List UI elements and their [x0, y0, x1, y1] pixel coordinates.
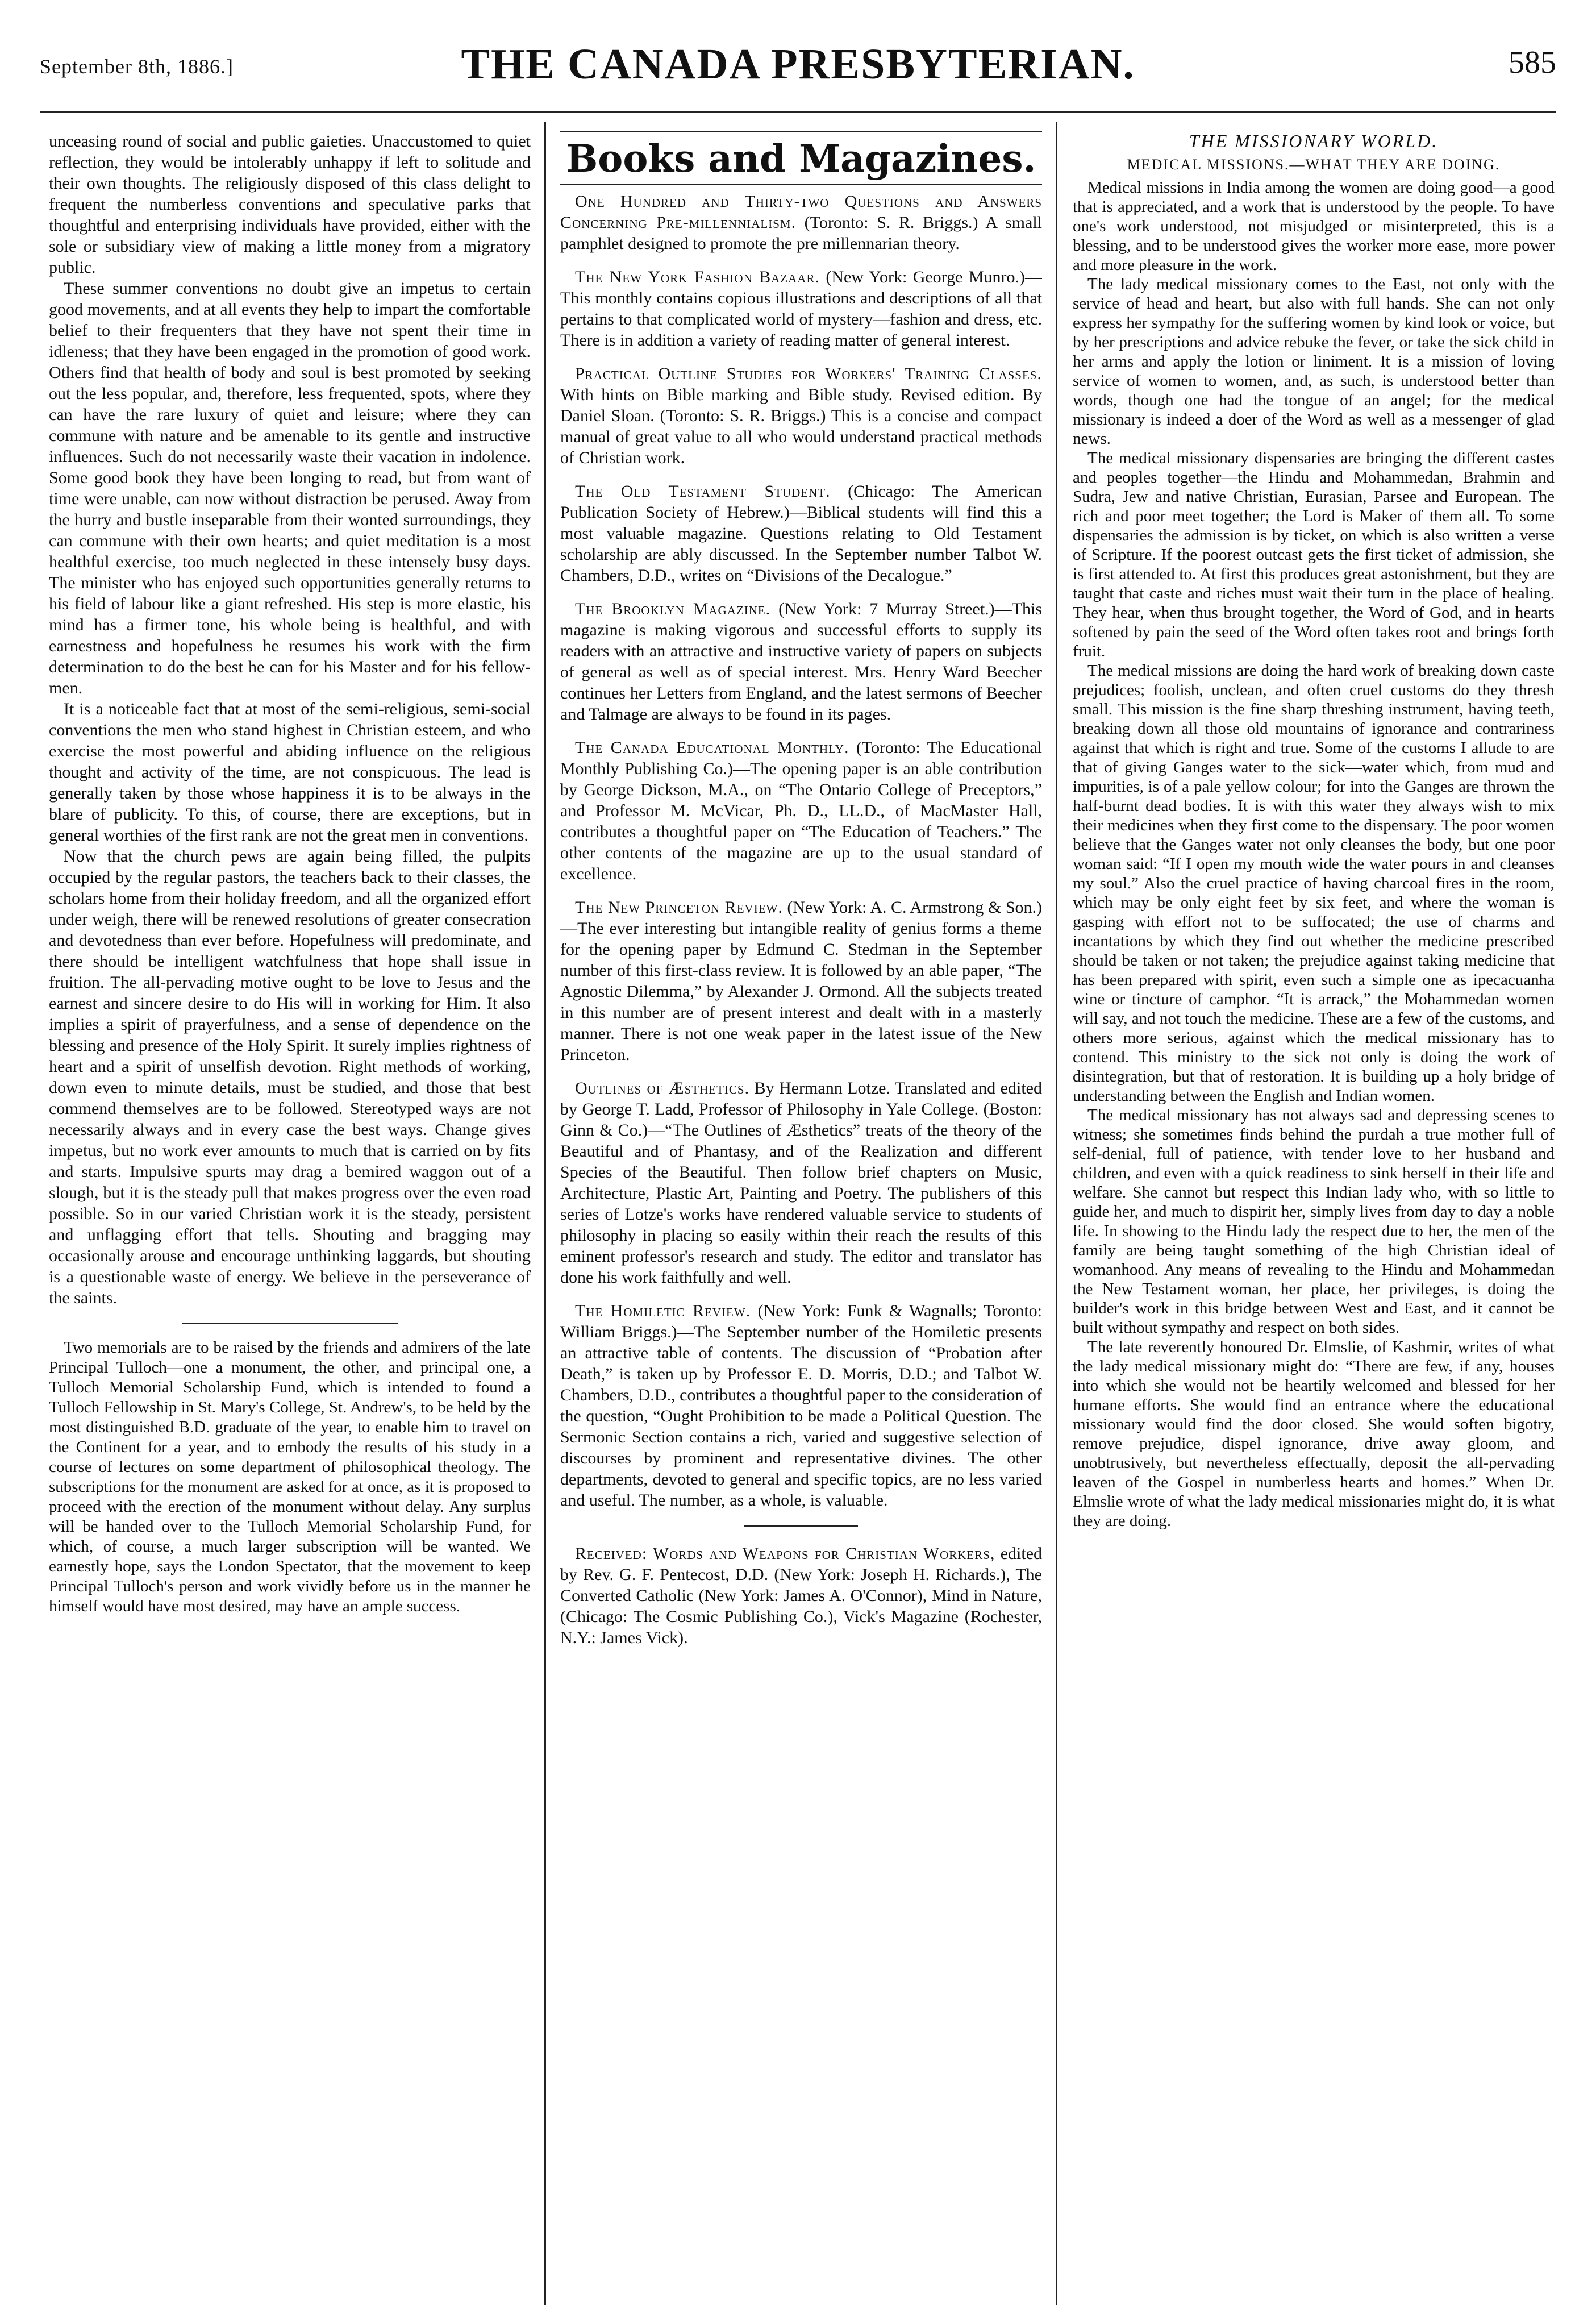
article-paragraph: The medical missionary dispensaries are bringing the different castes and peoples together—the Hindu and Mohammedan, Brahmin and Sudra, Jew and native Christian, Eurasian, Parsee and European. The rich and poor meet together; the Lord is Maker of them all. To some dispensaries the admission is by ticket, on which is also written a verse of Scripture. If the poorest outcast gets the first ticket of admission, she is first attended to. At first this produces great astonishment, but they are taught that caste and riches must wait their turn in the place of healing. They hear, when thus brought together, the Word of God, and in hearts softened by pain the seed of the Word often takes root and brings forth fruit. — [1073, 449, 1555, 660]
review-body: (Toronto: S. R. Briggs.) A small pamphlet designed to promote the pre millennarian theory. — [560, 213, 1042, 253]
review-item — [560, 1078, 1042, 1288]
issue-date: September 8th, 1886.] — [40, 55, 234, 78]
review-body: (New York: George Munro.)—This monthly contains copious illustrations and descriptions of all that pertains to that complicated world of mystery—fashion and dress, etc. There is in addition a variety of reading matter of general interest. — [560, 268, 1042, 350]
review-body: (Toronto: The Educational Monthly Publishing Co.)—The opening paper is an able contribution by George Dickson, M.A., on “The Ontario College of Preceptors,” and Professor M. McVicar, Ph. D., LL.D., of MacMaster Hall, contributes a thoughtful paper on “The Education of Teachers.” The other contents of the magazine are up to the usual standard of excellence. — [560, 738, 1042, 883]
right-column — [1073, 131, 1555, 2302]
page-header — [40, 33, 1556, 95]
article-paragraph: The medical missions are doing the hard work of breaking down caste prejudices; foolish, unclean, and often cruel customs do they thresh small. This mission is the fine sharp threshing instrument, having teeth, breaking down all those old mountains of ignorance and contrariness against that which is right and true. Some of the customs I allude to are that of giving Ganges water to the sick—water which, from mud and impurities, is of a pale yellow colour; for into the Ganges are thrown the half-burnt dead bodies. It is with this water they always wish to mix their medicines when they first come to the dispensary. The poor women believe that the Ganges water not only cleanses the body, but one poor woman said: “If I open my mouth wide the water pours in and cleanses my soul.” Also the cruel practice of having charcoal fires in the room, which may be only eight feet by six feet, and where the woman is gasping with effort not to be suffocated; the use of charms and incantations by which they find out whether the medicine prescribed should be taken or not taken; the prejudice against taking medicine that has been prepared with spirit, even such a simple one as ipecacuanha wine or tincture of camphor. “It is arrack,” the Mohammedan women will say, and not touch the medicine. These are a few of the customs, and others more serious, against which the medical missionary has to contend. This ministry to the sick not only is doing the work of disintegration, but that of restoration. It is building up a holy bridge of understanding between the English and Indian women. — [1073, 662, 1555, 1105]
review-item — [560, 1300, 1042, 1511]
received-title: Received: Words and Weapons for Christian Workers, — [575, 1544, 995, 1563]
article-paragraph: The lady medical missionary comes to the East, not only with the service of head and heart, but also with full hands. She can not only express her sympathy for the suffering women by kind look or voice, but by her prescriptions and advice rebuke the fever, or take the sick child in her arms and apply the lotion or liniment. It is a mission of loving service of women to women, and, as such, is understood better than words, though one had the tongue of an angel; for the medical missionary is indeed a doer of the Word as well as a messenger of glad news. — [1073, 275, 1555, 448]
column-divider — [544, 122, 546, 2305]
memorial-paragraph: Two memorials are to be raised by the friends and admirers of the late Principal Tulloch—one a monument, the other, and principal one, a Tulloch Memorial Scholarship Fund, which is intended to found a Tulloch Fellowship in St. Mary's College, St. Andrew's, to be held by the most distinguished B.D. graduate of the year, to enable him to travel on the Continent for a year, and to embody the results of his study in a course of lectures on some department of philosophical theology. The subscriptions for the monument are asked for at once, as it is proposed to proceed with the erection of the monument without delay. Any surplus will be handed over to the Tulloch Memorial Scholarship Fund, for which, of course, a much larger subscription will be wanted. We earnestly hope, says the London Spectator, that the movement to keep Principal Tulloch's person and work vividly before us in the manner he himself would have most desired, may have an ample success. — [49, 1338, 531, 1615]
review-title: Outlines of Æsthetics. — [575, 1079, 750, 1097]
section-divider — [182, 1323, 398, 1325]
review-title: The Brooklyn Magazine. — [575, 600, 771, 618]
article-paragraph: Now that the church pews are again being filled, the pulpits occupied by the regular pastors, the teachers back to their classes, the scholars home from their holiday freedom, and all the organized effort under weigh, there will be renewed resolutions of greater consecration and devotedness than ever before. Hopefulness will predominate, and there should be intelligent watchfulness that hope shall issue in fruition. The all-pervading motive ought to be love to Jesus and the earnest and sincere desire to do His will in working for Him. It also implies a spirit of prayerfulness, and a sense of dependence on the blessing and presence of the Holy Spirit. It surely implies rightness of heart and a spirit of unselfish devotion. Right methods of working, down even to minute details, must be studied, and those that best commend themselves are to be followed. Stereotyped ways are not necessarily always and in every case the best ways. Change gives impetus, but no work ever amounts to much that is carried on by fits and starts. Impulsive spurts may drag a bemired waggon out of a slough, but it is the steady pull that makes progress over the even road possible. So in our varied Christian work it is the steady, persistent and unflagging effort that tells. Shouting and bragging may occasionally arouse and encourage unthinking laggards, but shouting is a questionable waste of energy. We believe in the perseverance of the saints. — [49, 847, 531, 1307]
review-body: (New York: Funk & Wagnalls; Toronto: William Briggs.)—The September number of the Homiletic presents an attractive table of contents. The discussion of “Probation after Death,” is taken up by Professor E. D. Morris, D.D.; and Talbot W. Chambers, D.D., contributes a thoughtful paper to the consideration of the question, “Ought Prohibition to be made a Political Question. The Sermonic Section contains a rich, varied and suggestive selection of discourses by prominent and representative divines. The other departments, devoted to general and specific topics, are no less varied and useful. The number, as a whole, is valuable. — [560, 1302, 1042, 1510]
article-paragraph: The medical missionary has not always sad and depressing scenes to witness; she sometimes finds behind the purdah a true mother full of self-denial, full of patience, with tender love to her husband and children, and even with a quick readiness to sink herself in their life and welfare. She cannot but respect this Indian lady who, with so little to guide her, and much to dispirit her, simply lives from day to day a noble life. In showing to the Hindu lady the respect due to her, the men of the family are being taught something of the high Christian ideal of womanhood. Any means of revealing to the Hindu and Mohammedan the New Testament woman, her place, her privileges, is doing the builder's work in this bridge between West and East, and it cannot be built without sympathy and respect on both sides. — [1073, 1106, 1555, 1337]
missionary-subtitle: MEDICAL MISSIONS.—WHAT THEY ARE DOING. — [1127, 156, 1501, 173]
review-title: The New York Fashion Bazaar. — [575, 268, 820, 286]
review-item — [560, 363, 1042, 468]
review-body: By Hermann Lotze. Translated and edited by George T. Ladd, Professor of Philosophy in Yale College. (Boston: Ginn & Co.)—“The Outlines of Æsthetics” treats of the theory of the Beautiful and of Phantasy, and of the Realization and different Species of the Beautiful. Then follow brief chapters on Music, Architecture, Plastic Art, Painting and Poetry. The publishers of this series of Lotze's works have rendered valuable service to students of philosophy in placing so easily within their reach the results of this eminent professor's research and study. The editor and translator has done his work faithfully and well. — [560, 1079, 1042, 1287]
review-body: With hints on Bible marking and Bible study. Revised edition. By Daniel Sloan. (Toronto: S. R. Briggs.) This is a concise and compact manual of great value to all who would understand practical methods of Christian work. — [560, 385, 1042, 467]
article-paragraph: It is a noticeable fact that at most of the semi-religious, semi-social conventions the men who stand highest in Christian esteem, and who exercise the most powerful and abiding influence on the religious thought and activity of the time, are not conspicuous. The lead is generally taken by those whose happiness it is to be always in the blare of publicity. To this, of course, there are exceptions, but in general worthies of the first rank are not the great men in conventions. — [49, 700, 531, 845]
review-title: The New Princeton Review. — [575, 898, 783, 917]
article-paragraph: These summer conventions no doubt give an impetus to certain good movements, and at all events they help to impart the comfortable belief to their frequenters that they have not spent their time in idleness; that they have been engaged in the promotion of good work. Others find that health of body and soul is best promoted by seeking out the less popular, and, therefore, less frequented, spots, where they can have the rare luxury of quiet and leisure; where they can commune with nature and be amenable to its gentle and instructive influences. Such do not necessarily waste their vacation in indolence. Some good book they have been longing to read, but from want of time were unable, can now without distraction be perused. Away from the hurry and bustle inseparable from their wonted surroundings, they can commune with their own hearts; and quiet meditation is a most healthful exercise, too much neglected in these intensely busy days. The minister who has enjoyed such opportunities generally returns to his field of labour like a giant refreshed. His step is more elastic, his mind has a firmer tone, his whole being is healthful, and with earnestness and hopefulness he resumes his work with the firm determination to do the best he can for his Master and for his fellow-men. — [49, 279, 531, 697]
page-number: 585 — [1509, 45, 1556, 80]
review-item — [560, 737, 1042, 884]
middle-column — [560, 131, 1042, 2302]
missionary-article — [1073, 178, 1555, 1531]
review-body: (New York: 7 Murray Street.)—This magazine is making vigorous and successful efforts to supply its readers with an attractive and instructive variety of papers on subjects of general as well as of special interest. Mrs. Henry Ward Beecher continues her Letters from England, and the latest sermons of Beecher and Talmage are always to be found in its pages. — [560, 600, 1042, 724]
article-paragraph: unceasing round of social and public gaieties. Unaccustomed to quiet reflection, they would be intolerably unhappy if left to solitude and their own thoughts. The religiously disposed of this class delight to frequent the numberless conventions and speculative parks that thoughtful and enterprising individuals have provided, either with the sole or subsidiary view of making a little money from a migratory public. — [49, 132, 531, 277]
review-title: The Homiletic Review. — [575, 1302, 751, 1320]
review-title: The Old Testament Student. — [575, 482, 831, 501]
review-body: (New York: A. C. Armstrong & Son.)—The ever interesting but intangible reality of genius forms a theme for the opening paper by Edmund C. Stedman in the September number of this first-class review. It is followed by an able paper, “The Agnostic Dilemma,” by Alexander J. Ormond. All the subjects treated in this number are of present interest and dealt with in a masterly manner. There is not one weak paper in the latest issue of the New Princeton. — [560, 898, 1042, 1064]
section-divider — [744, 1525, 858, 1527]
review-item — [560, 598, 1042, 725]
review-body: (Chicago: The American Publication Society of Hebrew.)—Biblical students will find this a most valuable magazine. Questions relating to Old Testament scholarship are ably discussed. In the September number Talbot W. Chambers, D.D., writes on “Divisions of the Decalogue.” — [560, 482, 1042, 585]
books-section-title: Books and Magazines. — [560, 131, 1042, 185]
review-title: The Canada Educational Monthly. — [575, 738, 849, 757]
column-divider — [1056, 122, 1057, 2305]
review-item — [560, 481, 1042, 586]
article-paragraph: Medical missions in India among the women are doing good—a good that is appreciated, and a work that is understood by the people. To have one's work understood, not misjudged or misinterpreted, this is a blessing, and to be understood gives the worker more ease, more power and more pleasure in the work. — [1073, 178, 1555, 274]
missionary-section-title: THE MISSIONARY WORLD. — [1189, 131, 1439, 151]
article-paragraph: The late reverently honoured Dr. Elmslie, of Kashmir, writes of what the lady medical missionary might do: “There are few, if any, houses into which she would not be heartily welcomed and blessed for her humane efforts. She would find an entrance where the educational missionary would find the door closed. She would soften bigotry, remove prejudice, dispel ignorance, drive away gloom, and unobtrusively, but nevertheless effectually, deposit the all-pervading leaven of the Gospel in numberless hearts and homes.” When Dr. Elmslie wrote of what the lady medical missionaries might do, it is what they are doing. — [1073, 1338, 1555, 1530]
review-item — [560, 267, 1042, 351]
review-title: One Hundred and Thirty-two Questions and Answers Concerning Pre-millennialism. — [560, 192, 1042, 232]
memorial-notice — [49, 1338, 531, 1616]
review-title: Practical Outline Studies for Workers' Training Classes. — [575, 364, 1042, 383]
masthead-title: THE CANADA PRESBYTERIAN. — [461, 40, 1135, 88]
left-column — [49, 131, 531, 2302]
received-notice — [560, 1543, 1042, 1648]
received-body: edited by Rev. G. F. Pentecost, D.D. (New York: Joseph H. Richards.), The Converted Catholic (New York: James A. O'Connor), Mind in Nature, (Chicago: The Cosmic Publishing Co.), Vick's Magazine (Rochester, N.Y.: James Vick). — [560, 1544, 1042, 1647]
review-item — [560, 897, 1042, 1065]
header-rule — [40, 111, 1556, 113]
review-item — [560, 191, 1042, 254]
